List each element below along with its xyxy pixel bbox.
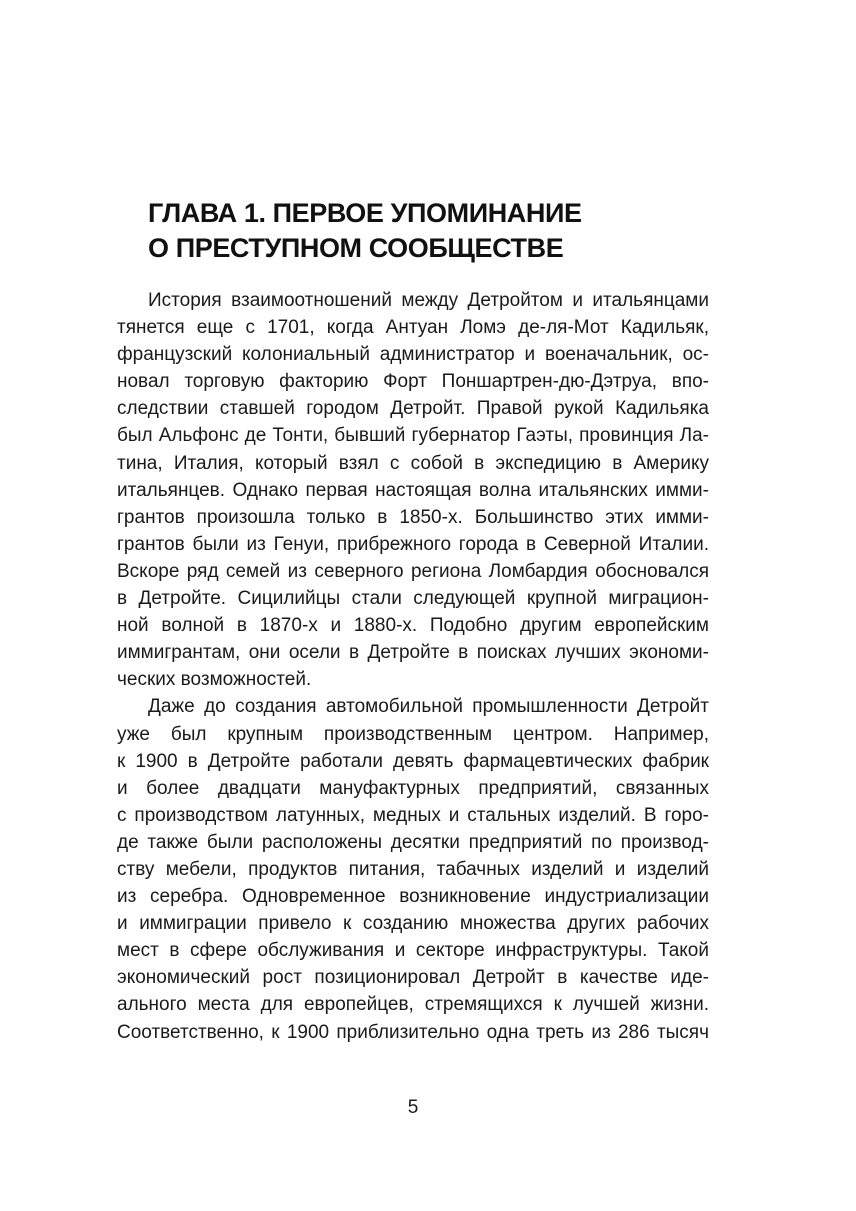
- text-line: следствии ставшей городом Детройт. Правой рукой Кадильяка: [117, 398, 709, 420]
- text-line: с производством латунных, медных и стальных изделий. В горо-: [117, 804, 709, 826]
- text-line: ству мебели, продуктов питания, табачных изделий и изделий: [117, 858, 709, 880]
- text-line: к 1900 в Детройте работали девять фармацевтических фабрик: [117, 750, 709, 772]
- chapter-title-line: ГЛАВА 1. ПЕРВОЕ УПОМИНАНИЕ: [148, 198, 582, 228]
- page-number: 5: [407, 1097, 419, 1118]
- text-line: был Альфонс де Тонти, бывший губернатор Гаэты, провинция Ла-: [117, 425, 709, 447]
- text-line: мест в сфере обслуживания и секторе инфраструктуры. Такой: [117, 940, 709, 962]
- text-line: ной волной в 1870-х и 1880-х. Подобно другим европейским: [117, 615, 709, 637]
- text-line: ческих возможностей.: [117, 669, 312, 691]
- text-line: ального места для европейцев, стремящихся к лучшей жизни.: [117, 994, 709, 1016]
- text-line: де также были расположены десятки предприятий по производ-: [117, 831, 709, 853]
- text-line: в Детройте. Сицилийцы стали следующей крупной миграцион-: [117, 588, 709, 610]
- paragraph-2: [117, 693, 709, 1045]
- text-line: уже был крупным производственным центром. Например,: [117, 723, 709, 745]
- text-line: Соответственно, к 1900 приблизительно одна треть из 286 тысяч: [117, 1021, 709, 1043]
- chapter-title-line: О ПРЕСТУПНОМ СООБЩЕСТВЕ: [148, 233, 564, 263]
- text-line: иммигрантам, они осели в Детройте в поисках лучших экономи-: [117, 642, 709, 664]
- text-line: и более двадцати мануфактурных предприятий, связанных: [117, 777, 709, 799]
- paragraph-1: [117, 287, 709, 693]
- text-line: французский колониальный администратор и военачальник, ос-: [117, 344, 709, 366]
- text-line: из серебра. Одновременное возникновение индустриализации: [117, 886, 709, 908]
- chapter-title: [148, 196, 768, 266]
- text-line: и иммиграции привело к созданию множества других рабочих: [117, 913, 709, 935]
- chapter-body: [117, 287, 709, 1046]
- text-line: грантов произошла только в 1850-х. Большинство этих имми-: [117, 506, 709, 528]
- text-line: итальянцев. Однако первая настоящая волна итальянских имми-: [117, 479, 709, 501]
- text-line: тянется еще с 1701, когда Антуан Ломэ де-ля-Мот Кадильяк,: [117, 317, 709, 339]
- text-line: Даже до создания автомобильной промышленности Детройт: [148, 696, 709, 718]
- text-line: тина, Италия, который взял с собой в экспедицию в Америку: [117, 452, 709, 474]
- text-line: новал торговую факторию Форт Поншартрен-дю-Дэтруа, впо-: [117, 371, 709, 393]
- text-line: грантов были из Генуи, прибрежного города в Северной Италии.: [117, 533, 709, 555]
- text-line: История взаимоотношений между Детройтом и итальянцами: [148, 290, 709, 311]
- text-line: Вскоре ряд семей из северного региона Ломбардия обосновался: [117, 560, 709, 582]
- text-line: экономический рост позиционировал Детройт в качестве иде-: [117, 967, 709, 989]
